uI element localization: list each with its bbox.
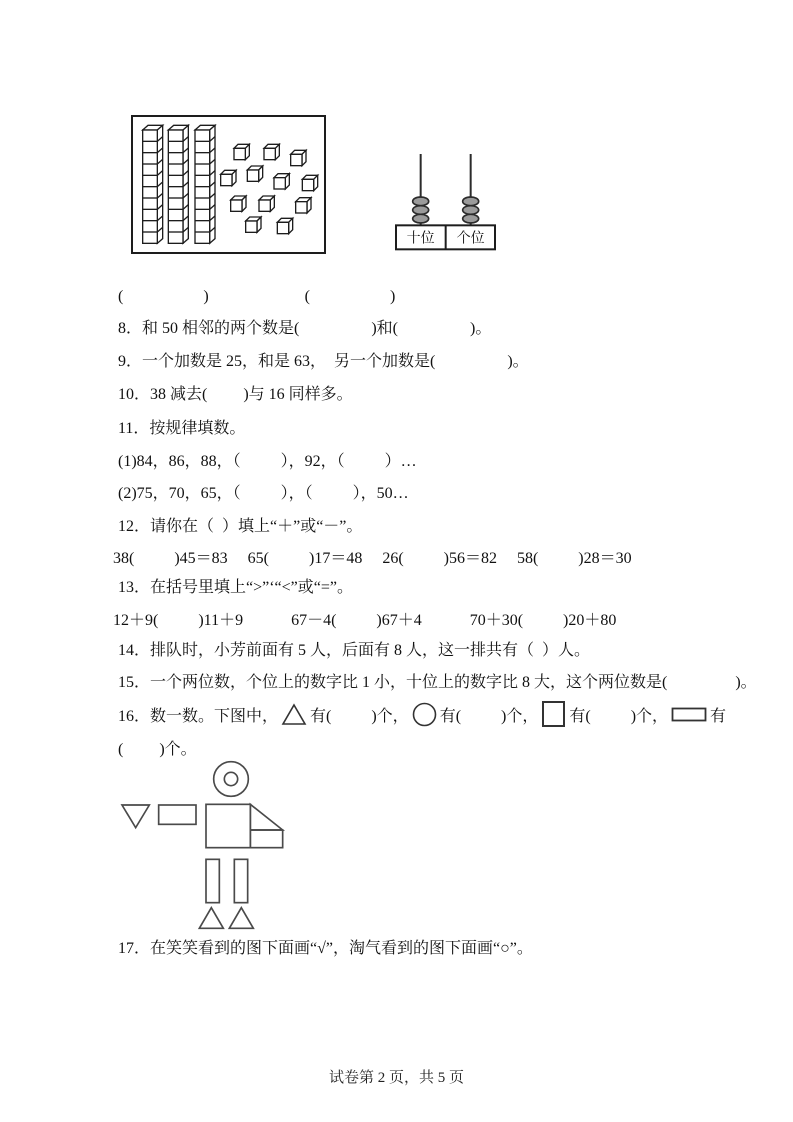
triangle-icon: [281, 703, 307, 726]
square-icon: [541, 700, 566, 728]
question-14: 14．排队时，小芳前面有 5 人，后面有 8 人，这一排共有（ ）人。: [118, 642, 591, 659]
question-16-seg3: 有( )个，: [569, 707, 669, 725]
rectangle-icon: [671, 707, 707, 722]
robot-right-foot-triangle: [229, 908, 253, 929]
question-16: [118, 700, 726, 728]
question-10: 10．38 减去( )与 16 同样多。: [118, 386, 353, 403]
robot-head-circle: [214, 762, 249, 797]
robot-left-foot-triangle: [199, 908, 223, 929]
page-footer: 试卷第 2 页，共 5 页: [328, 1070, 464, 1086]
question-12-exercises: 38( )45＝83 65( )17＝48 26( )56＝82 58( )28＝30: [113, 550, 632, 567]
base-ten-blocks-figure: [131, 115, 326, 254]
shape-robot-figure: [110, 755, 332, 935]
tens-place-label: 十位: [406, 231, 435, 247]
question-11-sub2: (2)75，70，65，（ ），（ ），50…: [118, 485, 409, 502]
question-11: 11．按规律填数。: [118, 420, 246, 437]
question-8: 8．和 50 相邻的两个数是( )和( )。: [118, 320, 492, 337]
tens-beads: [413, 197, 429, 223]
question-16-prefix: 16．数一数。下图中，: [118, 707, 279, 725]
question-16-continuation: ( )个。: [118, 741, 197, 758]
circle-icon: [412, 702, 437, 727]
robot-left-arm-rectangle: [159, 805, 196, 824]
question-17: 17．在笑笑看到的图下面画“√”，淘气看到的图下面画“○”。: [118, 940, 533, 957]
robot-left-hand-triangle: [122, 805, 149, 828]
question-12: 12．请你在（ ）填上“＋”或“－”。: [118, 518, 363, 535]
figure-answer-blanks: ( ) ( ): [118, 288, 396, 305]
robot-right-arm-rectangle: [250, 830, 282, 848]
tens-rods: [143, 125, 215, 243]
question-16-seg2: 有( )个，: [439, 707, 539, 725]
question-16-seg1: 有( )个，: [310, 707, 409, 725]
abacus-figure: [393, 148, 498, 251]
robot-right-leg-rectangle: [234, 859, 247, 902]
question-13: 13．在括号里填上“>”‘“<”或“=”。: [118, 579, 354, 596]
robot-head-inner-circle: [224, 772, 237, 785]
question-16-seg4: 有: [710, 707, 727, 725]
robot-body-square: [206, 804, 250, 847]
question-9: 9．一个加数是 25，和是 63， 另一个加数是( )。: [118, 353, 529, 370]
robot-left-leg-rectangle: [206, 859, 219, 902]
ones-place-label: 个位: [456, 231, 485, 247]
robot-right-arm-triangle: [250, 804, 282, 830]
ones-beads: [463, 197, 479, 223]
question-11-sub1: (1)84，86，88，（ ），92，（ ）…: [118, 453, 417, 470]
question-15: 15．一个两位数，个位上的数字比 1 小，十位上的数字比 8 大，这个两位数是( )。: [118, 674, 757, 691]
question-13-exercises: 12＋9( )11＋9 67－4( )67＋4 70＋30( )20＋80: [113, 612, 617, 629]
unit-cubes: [221, 144, 318, 233]
